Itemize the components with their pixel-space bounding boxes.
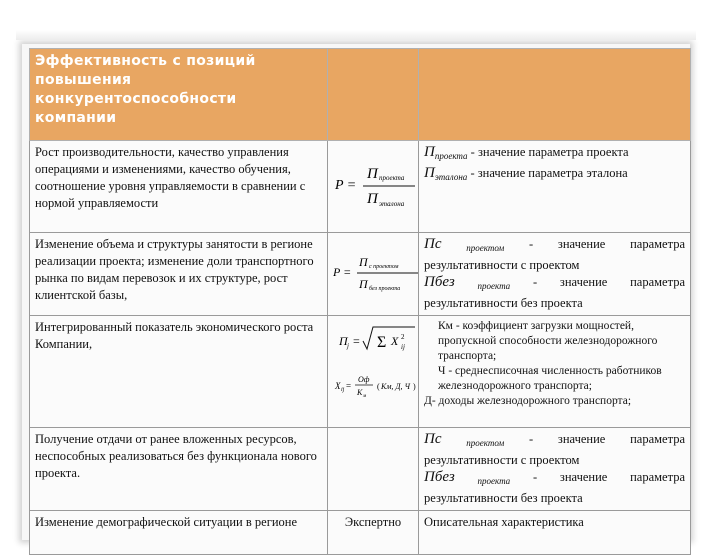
svg-text:К: К <box>357 388 363 397</box>
desc-line: Пс $_{проектом}$ - значение параметра результативности с проектом <box>424 236 685 272</box>
formula-numerator-sub: с проектом <box>369 263 399 270</box>
table-row <box>30 316 691 428</box>
formula-denominator-sub: эталона <box>379 200 405 208</box>
svg-text:ij: ij <box>401 343 405 351</box>
table-row <box>30 511 691 555</box>
desc-line: Ч - среднесписочная численность работников железнодорожного транспорта; <box>438 365 662 392</box>
formula-ratio <box>333 247 419 297</box>
desc-line: Д- доходы железнодорожного транспорта; <box>424 395 632 407</box>
svg-text:j: j <box>347 342 349 350</box>
row-description: Описательная характеристика <box>419 511 691 555</box>
svg-text:Σ: Σ <box>377 334 387 351</box>
formula-numerator-sub: проекта <box>379 174 405 182</box>
desc-line: Пс $_{проектом}$ - значение параметра результативности с проектом <box>424 431 685 467</box>
svg-text:X: X <box>391 334 399 348</box>
row-description <box>419 316 691 428</box>
header-title-cell <box>30 49 328 141</box>
table-row <box>30 141 691 233</box>
header-empty-cell <box>419 49 691 141</box>
row-indicator: Интегрированный показатель экономического роста Компании, <box>30 316 328 428</box>
row-description <box>419 233 691 316</box>
formula-cell <box>328 316 419 428</box>
svg-text:Оф: Оф <box>358 375 370 384</box>
svg-text:=: = <box>353 334 360 348</box>
desc-line: Пбез $_{проекта}$ - значение параметра результативности без проекта <box>424 469 686 505</box>
svg-text:(: ( <box>377 382 380 391</box>
method-cell: Экспертно <box>328 511 419 555</box>
table-row <box>30 428 691 511</box>
formula-empty-cell <box>328 428 419 511</box>
row-description <box>419 428 691 511</box>
formula-lhs: P = <box>335 178 357 193</box>
desc-line: Пбез $_{проекта}$ - значение параметра результативности без проекта <box>424 274 686 310</box>
header-empty-cell <box>328 49 419 141</box>
svg-text:П: П <box>339 334 348 348</box>
table-row <box>30 233 691 316</box>
table-header-row <box>30 49 691 141</box>
svg-text:Км, Д, Ч: Км, Д, Ч <box>381 382 411 391</box>
desc-line: $П_{проекта}$ - значение параметра проекта <box>424 144 629 161</box>
formula-cell <box>328 141 419 233</box>
formula-numerator: П <box>359 254 368 269</box>
svg-text:): ) <box>413 382 416 391</box>
formula-denominator-sub: без проекта <box>369 285 401 292</box>
efficiency-table <box>29 48 691 555</box>
row-indicator: Изменение объема и структуры занятости в регионе реализации проекта; изменение доли транспортного рынка по видам перевозок и их структуре, рост клиентской базы, <box>30 233 328 316</box>
svg-text:2: 2 <box>401 333 405 341</box>
row-indicator: Получение отдачи от ранее вложенных ресурсов, неспособных реализоваться без функционала нового проекта. <box>30 428 328 511</box>
desc-line: $П_{эталона}$ - значение параметра эталона <box>424 165 628 182</box>
row-indicator: Изменение демографической ситуации в регионе <box>30 511 328 555</box>
svg-text:=: = <box>346 381 352 391</box>
row-indicator: Рост производительности, качество управления операциями и изменениями, качество обучения, соотношение уровня управляемости в сравнении с нормой управляемости <box>30 141 328 233</box>
formula-integrated <box>333 319 417 419</box>
svg-text:м: м <box>363 394 367 399</box>
formula-numerator: П <box>367 166 378 182</box>
header-title: Эффективность с позиций повышения конкурентоспособности компании <box>35 53 256 126</box>
svg-text:ij: ij <box>341 387 345 393</box>
svg-text:X: X <box>335 381 341 391</box>
formula-denominator: П <box>367 191 378 207</box>
formula-lhs: P = <box>333 264 352 279</box>
formula-cell <box>328 233 419 316</box>
desc-line: Км - коэффициент загрузки мощностей, пропускной способности железнодорожного транспорта; <box>438 320 658 362</box>
formula-ratio <box>333 154 417 214</box>
row-description <box>419 141 691 233</box>
formula-denominator: П <box>359 276 368 291</box>
